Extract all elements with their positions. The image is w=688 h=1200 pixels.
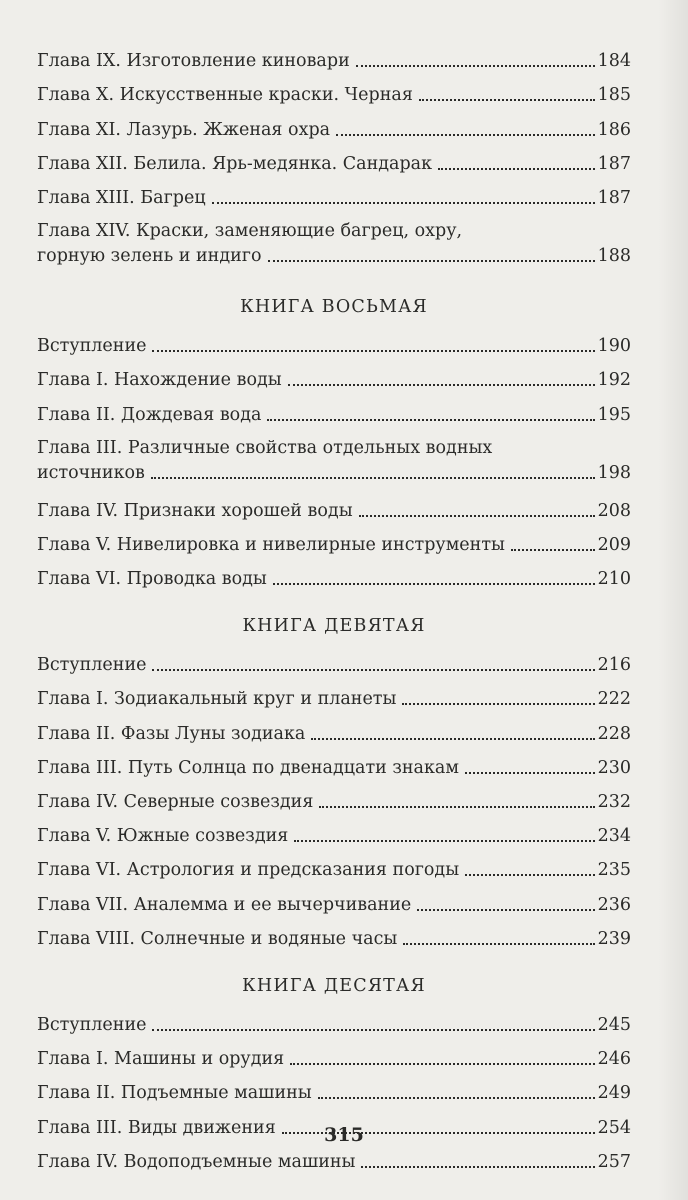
entry-page-number: 236 xyxy=(597,894,631,915)
entry-title: Глава XI. Лазурь. Жженая охра xyxy=(37,119,331,140)
dot-leader xyxy=(319,806,594,808)
entry-page-number: 187 xyxy=(597,153,631,174)
toc-section xyxy=(37,38,631,271)
dot-leader xyxy=(419,99,595,101)
entry-page-number: 195 xyxy=(597,404,631,425)
dot-leader xyxy=(356,65,595,67)
toc-entry xyxy=(37,745,631,779)
dot-leader xyxy=(438,168,595,170)
dot-leader xyxy=(294,840,594,842)
entry-title: горную зелень и индиго xyxy=(37,245,262,266)
entry-title: источников xyxy=(37,462,145,483)
toc-entry xyxy=(37,323,631,357)
entry-title: Глава II. Дождевая вода xyxy=(37,404,262,425)
toc-entry xyxy=(37,556,631,590)
toc-entry xyxy=(37,779,631,813)
entry-title: Глава IV. Признаки хорошей воды xyxy=(37,500,353,521)
toc-entry xyxy=(37,813,631,847)
entry-page-number: 249 xyxy=(597,1083,631,1104)
page-edge-shadow xyxy=(658,0,688,1200)
dot-leader xyxy=(403,943,594,945)
toc-section xyxy=(37,297,631,590)
toc-entry xyxy=(37,881,631,915)
entry-page-number: 185 xyxy=(597,85,631,106)
entry-page-number: 239 xyxy=(597,928,631,949)
toc-entry xyxy=(37,106,631,140)
toc-entry xyxy=(37,710,631,744)
entry-title: Вступление xyxy=(37,655,147,676)
toc-entry xyxy=(37,1002,631,1036)
section-title: КНИГА ВОСЬМАЯ xyxy=(240,296,428,317)
entry-page-number: 209 xyxy=(597,534,631,555)
dot-leader xyxy=(318,1097,595,1099)
toc-entry-multiline xyxy=(37,209,631,271)
entry-title: Глава II. Подъемные машины xyxy=(37,1083,312,1104)
dot-leader xyxy=(212,202,595,204)
entry-title: Глава XII. Белила. Ярь-медянка. Сандарак xyxy=(37,153,433,174)
entry-title-line: Глава III. Различные свойства отдельных водных xyxy=(37,437,493,458)
dot-leader xyxy=(152,669,594,671)
entry-page-number: 230 xyxy=(597,757,631,778)
entry-title: Глава III. Виды движения xyxy=(37,1117,276,1138)
toc-entry xyxy=(37,72,631,106)
dot-leader xyxy=(361,1166,594,1168)
entry-page-number: 222 xyxy=(597,689,631,710)
entry-page-number: 254 xyxy=(597,1117,631,1138)
toc-entry xyxy=(37,847,631,881)
toc-entry xyxy=(37,1070,631,1104)
dot-leader xyxy=(288,384,595,386)
toc-entry xyxy=(37,522,631,556)
entry-title: Вступление xyxy=(37,336,147,357)
entry-page-number: 184 xyxy=(597,51,631,72)
entry-title: Глава I. Машины и орудия xyxy=(37,1049,285,1070)
entry-title: Глава IV. Водоподъемные машины xyxy=(37,1151,356,1172)
toc-entry xyxy=(37,676,631,710)
dot-leader xyxy=(152,1029,594,1031)
dot-leader xyxy=(268,260,595,262)
entry-page-number: 198 xyxy=(597,462,631,483)
toc-entry xyxy=(37,141,631,175)
toc-entry xyxy=(37,462,631,484)
entry-title: Глава VII. Аналемма и ее вычерчивание xyxy=(37,894,412,915)
dot-leader xyxy=(465,772,595,774)
toc-entry xyxy=(37,488,631,522)
entry-title: Глава IX. Изготовление киновари xyxy=(37,51,350,72)
dot-leader xyxy=(311,738,594,740)
toc-entry xyxy=(37,642,631,676)
entry-title: Глава III. Путь Солнца по двенадцати знакам xyxy=(37,757,459,778)
entry-page-number: 216 xyxy=(597,655,631,676)
toc-entry xyxy=(37,175,631,209)
entry-page-number: 257 xyxy=(597,1151,631,1172)
entry-page-number: 232 xyxy=(597,792,631,812)
table-of-contents xyxy=(37,38,631,1173)
section-title: КНИГА ДЕСЯТАЯ xyxy=(242,975,426,996)
dot-leader xyxy=(402,703,594,705)
entry-page-number: 187 xyxy=(597,187,631,208)
entry-title: Глава V. Южные созвездия xyxy=(37,826,289,847)
entry-page-number: 188 xyxy=(597,245,631,266)
entry-page-number: 208 xyxy=(597,500,631,521)
entry-title: Глава X. Искусственные краски. Черная xyxy=(37,85,413,106)
dot-leader xyxy=(152,350,594,352)
toc-entry xyxy=(37,357,631,391)
dot-leader xyxy=(359,515,595,517)
entry-title: Глава VI. Астрология и предсказания погоды xyxy=(37,860,460,881)
entry-page-number: 246 xyxy=(597,1049,631,1070)
entry-title: Глава I. Зодиакальный круг и планеты xyxy=(37,689,397,710)
dot-leader xyxy=(273,583,595,585)
entry-title: Глава XIII. Багрец xyxy=(37,187,206,208)
toc-entry xyxy=(37,38,631,72)
dot-leader xyxy=(267,419,594,421)
entry-title: Вступление xyxy=(37,1014,147,1035)
page-number: 315 xyxy=(324,1124,364,1146)
entry-title: Глава II. Фазы Луны зодиака xyxy=(37,723,306,744)
toc-entry xyxy=(37,245,631,267)
toc-section xyxy=(37,616,631,950)
dot-leader xyxy=(336,134,595,136)
entry-page-number: 235 xyxy=(597,860,631,881)
entry-page-number: 186 xyxy=(597,119,631,140)
dot-leader xyxy=(417,909,594,911)
toc-entry xyxy=(37,1036,631,1070)
entry-title-line: Глава XIV. Краски, заменяющие багрец, охру, xyxy=(37,220,463,241)
section-title: КНИГА ДЕВЯТАЯ xyxy=(242,616,426,637)
entry-page-number: 228 xyxy=(597,723,631,744)
dot-leader xyxy=(290,1063,594,1065)
entry-page-number: 245 xyxy=(597,1014,631,1035)
dot-leader xyxy=(151,477,595,479)
entry-title: Глава VI. Проводка воды xyxy=(37,569,267,590)
entry-page-number: 210 xyxy=(597,569,631,590)
toc-entry xyxy=(37,391,631,425)
entry-title: Глава IV. Северные созвездия xyxy=(37,792,314,812)
entry-title: Глава V. Нивелировка и нивелирные инструменты xyxy=(37,534,505,555)
toc-entry-multiline xyxy=(37,426,631,488)
entry-page-number: 192 xyxy=(597,370,631,391)
toc-entry xyxy=(37,916,631,950)
entry-page-number: 234 xyxy=(597,826,631,847)
entry-title: Глава I. Нахождение воды xyxy=(37,370,282,391)
entry-title: Глава VIII. Солнечные и водяные часы xyxy=(37,928,398,949)
dot-leader xyxy=(511,549,595,551)
dot-leader xyxy=(465,874,594,876)
entry-page-number: 190 xyxy=(597,336,631,357)
